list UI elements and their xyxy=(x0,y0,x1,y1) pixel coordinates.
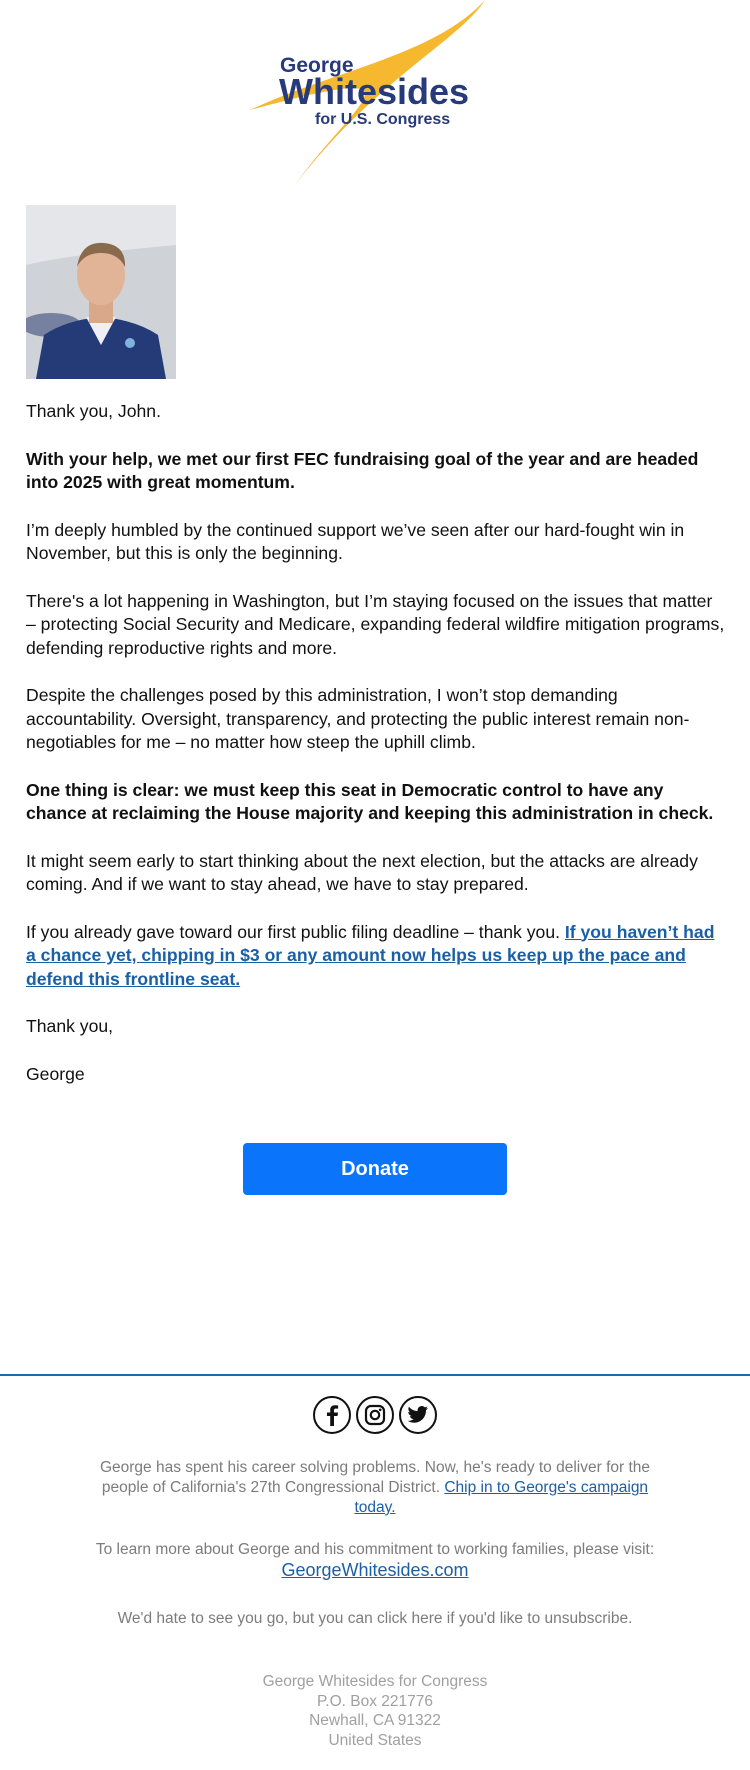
address-city: Newhall, CA 91322 xyxy=(309,1712,441,1729)
paragraph-washington: There's a lot happening in Washington, but I’m staying focused on the issues that matter – protecting Social Security and Medicare, expanding federal wildfire mitigation programs, defending reproductive rights and more. xyxy=(26,590,725,658)
filing-deadline-text: If you already gave toward our first public filing deadline – thank you. xyxy=(26,921,565,942)
paragraph-fec-goal: With your help, we met our first FEC fundraising goal of the year and are headed into 2025 with great momentum. xyxy=(26,448,699,492)
logo-line-congress: for U.S. Congress xyxy=(315,111,451,128)
chip-in-link[interactable]: If you haven’t had a chance yet, chipping in $3 or any amount now helps us keep up the pace and defend this frontline seat. xyxy=(26,921,715,989)
donate-button[interactable]: Donate xyxy=(243,1143,507,1195)
mailing-address xyxy=(0,1672,750,1750)
paragraph-accountability: Despite the challenges posed by this administration, I won’t stop demanding accountability. Oversight, transparency, and protecting the public interest remain non-negotiables for me – no matter how steep the uphill climb. xyxy=(26,685,690,752)
paragraph-democratic-control: One thing is clear: we must keep this seat in Democratic control to have any chance at reclaiming the House majority and keeping this administration in check. xyxy=(26,779,714,823)
signature: George xyxy=(26,1063,85,1084)
paragraph-next-election: It might seem early to start thinking about the next election, but the attacks are already coming. And if we want to stay ahead, we have to stay prepared. xyxy=(26,850,698,894)
footer-unsubscribe[interactable]: We'd hate to see you go, but you can click here if you'd like to unsubscribe. xyxy=(117,1610,633,1627)
signoff: Thank you, xyxy=(26,1016,114,1036)
facebook-icon[interactable] xyxy=(313,1396,351,1434)
candidate-photo xyxy=(26,205,176,379)
social-links xyxy=(0,1396,750,1434)
footer-about xyxy=(80,1458,670,1518)
paragraph-filing-deadline xyxy=(26,921,726,992)
logo-line-whitesides: Whitesides xyxy=(279,71,470,112)
address-country: United States xyxy=(328,1731,422,1749)
campaign-logo xyxy=(0,0,750,185)
footer-about-text: George has spent his career solving problems. Now, he's ready to deliver for the people of California's 27th Congressional District. xyxy=(99,1459,651,1496)
footer-chip-in-link[interactable]: Chip in to George's campaign today. xyxy=(354,1479,649,1516)
paragraph-humbled: I’m deeply humbled by the continued support we’ve seen after our hard-fought win in November, but this is only the beginning. xyxy=(26,519,685,563)
instagram-icon[interactable] xyxy=(356,1396,394,1434)
email-body xyxy=(26,400,726,1110)
address-po-box: P.O. Box 221776 xyxy=(316,1692,434,1710)
footer-divider xyxy=(0,1374,750,1376)
logo-line-george: George xyxy=(280,54,354,77)
twitter-icon[interactable] xyxy=(399,1396,437,1434)
address-name: George Whitesides for Congress xyxy=(262,1673,488,1690)
footer-learn-more xyxy=(80,1540,670,1582)
greeting: Thank you, John. xyxy=(26,401,161,421)
footer-learn-text: To learn more about George and his commitment to working families, please visit: xyxy=(95,1541,655,1558)
website-link[interactable]: GeorgeWhitesides.com xyxy=(281,1560,469,1580)
